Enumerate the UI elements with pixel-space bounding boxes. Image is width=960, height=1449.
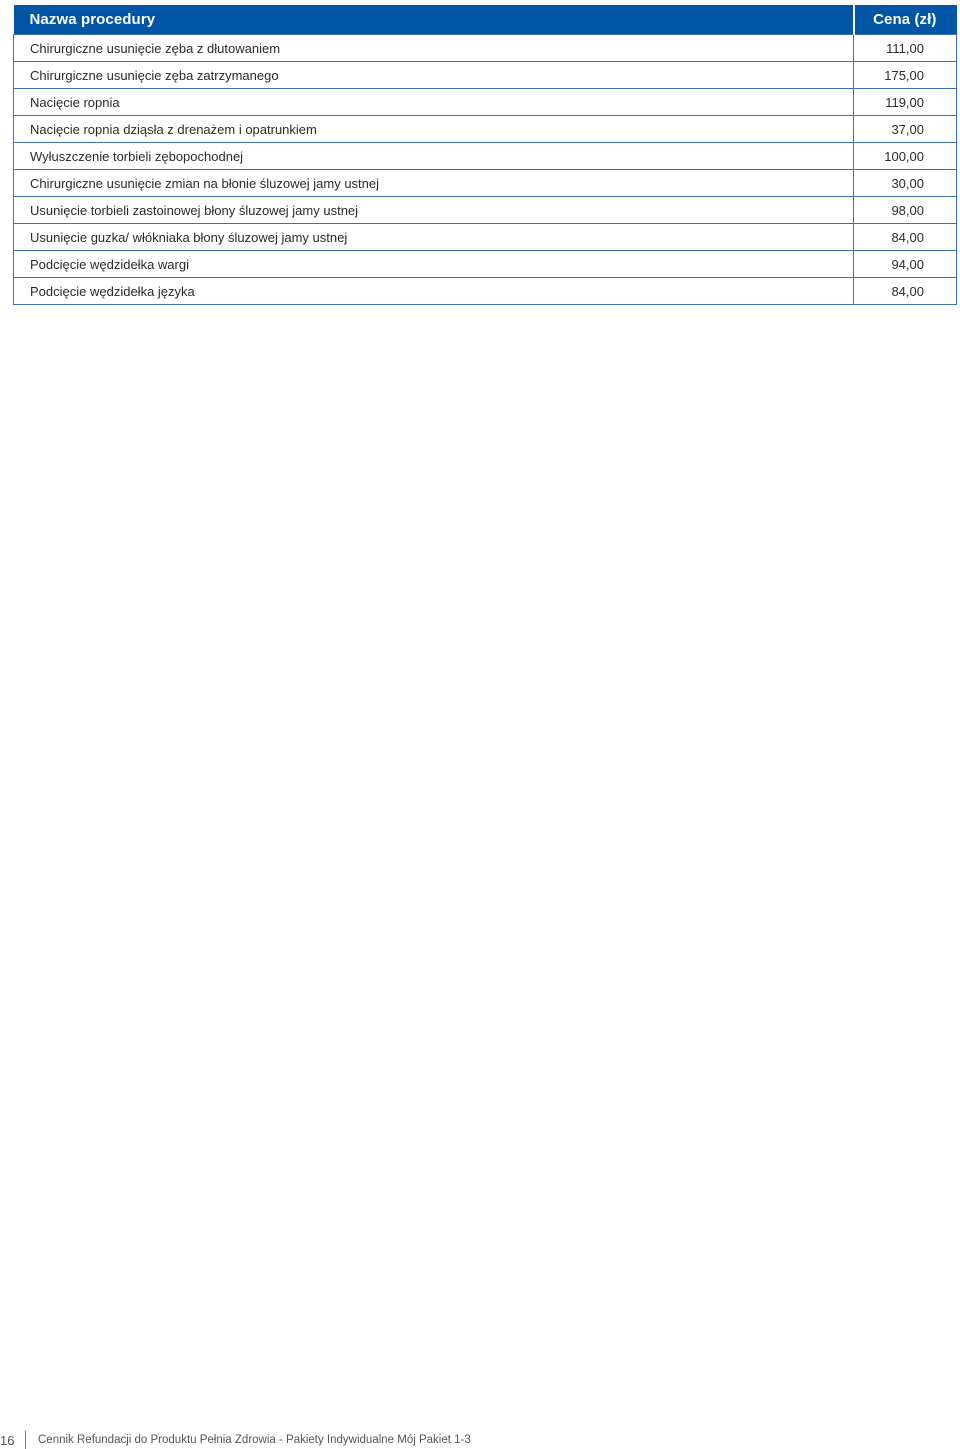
procedure-name: Wyłuszczenie torbieli zębopochodnej xyxy=(14,143,854,170)
procedure-price: 37,00 xyxy=(854,116,957,143)
table-row xyxy=(14,170,957,197)
procedure-price: 84,00 xyxy=(854,278,957,305)
table-row xyxy=(14,89,957,116)
procedure-price: 98,00 xyxy=(854,197,957,224)
procedure-name: Chirurgiczne usunięcie zęba zatrzymanego xyxy=(14,62,854,89)
procedure-price: 111,00 xyxy=(854,35,957,62)
procedure-name: Usunięcie guzka/ włókniaka błony śluzowej jamy ustnej xyxy=(14,224,854,251)
procedure-price: 119,00 xyxy=(854,89,957,116)
table-row xyxy=(14,35,957,62)
procedure-name: Chirurgiczne usunięcie zmian na błonie śluzowej jamy ustnej xyxy=(14,170,854,197)
table-row xyxy=(14,116,957,143)
procedure-price: 30,00 xyxy=(854,170,957,197)
table-row xyxy=(14,62,957,89)
table-body xyxy=(14,35,957,305)
header-price: Cena (zł) xyxy=(854,5,957,35)
header-row xyxy=(14,5,957,35)
procedure-name: Podcięcie wędzidełka języka xyxy=(14,278,854,305)
table-header xyxy=(14,5,957,35)
header-procedure-name: Nazwa procedury xyxy=(14,5,854,35)
price-table xyxy=(13,5,957,305)
page-number: 16 xyxy=(0,1433,15,1448)
procedure-price: 94,00 xyxy=(854,251,957,278)
page-footer xyxy=(0,1431,960,1449)
procedure-price: 84,00 xyxy=(854,224,957,251)
procedure-price: 175,00 xyxy=(854,62,957,89)
procedure-price: 100,00 xyxy=(854,143,957,170)
procedure-name: Podcięcie wędzidełka wargi xyxy=(14,251,854,278)
procedure-name: Usunięcie torbieli zastoinowej błony śluzowej jamy ustnej xyxy=(14,197,854,224)
procedure-name: Nacięcie ropnia xyxy=(14,89,854,116)
table-row xyxy=(14,143,957,170)
table-row xyxy=(14,224,957,251)
footer-divider xyxy=(25,1431,26,1449)
table-row xyxy=(14,197,957,224)
table-row xyxy=(14,251,957,278)
document-title: Cennik Refundacji do Produktu Pełnia Zdrowia - Pakiety Indywidualne Mój Pakiet 1-3 xyxy=(38,1434,471,1446)
procedure-name: Chirurgiczne usunięcie zęba z dłutowaniem xyxy=(14,35,854,62)
procedure-name: Nacięcie ropnia dziąsła z drenażem i opatrunkiem xyxy=(14,116,854,143)
table-row xyxy=(14,278,957,305)
